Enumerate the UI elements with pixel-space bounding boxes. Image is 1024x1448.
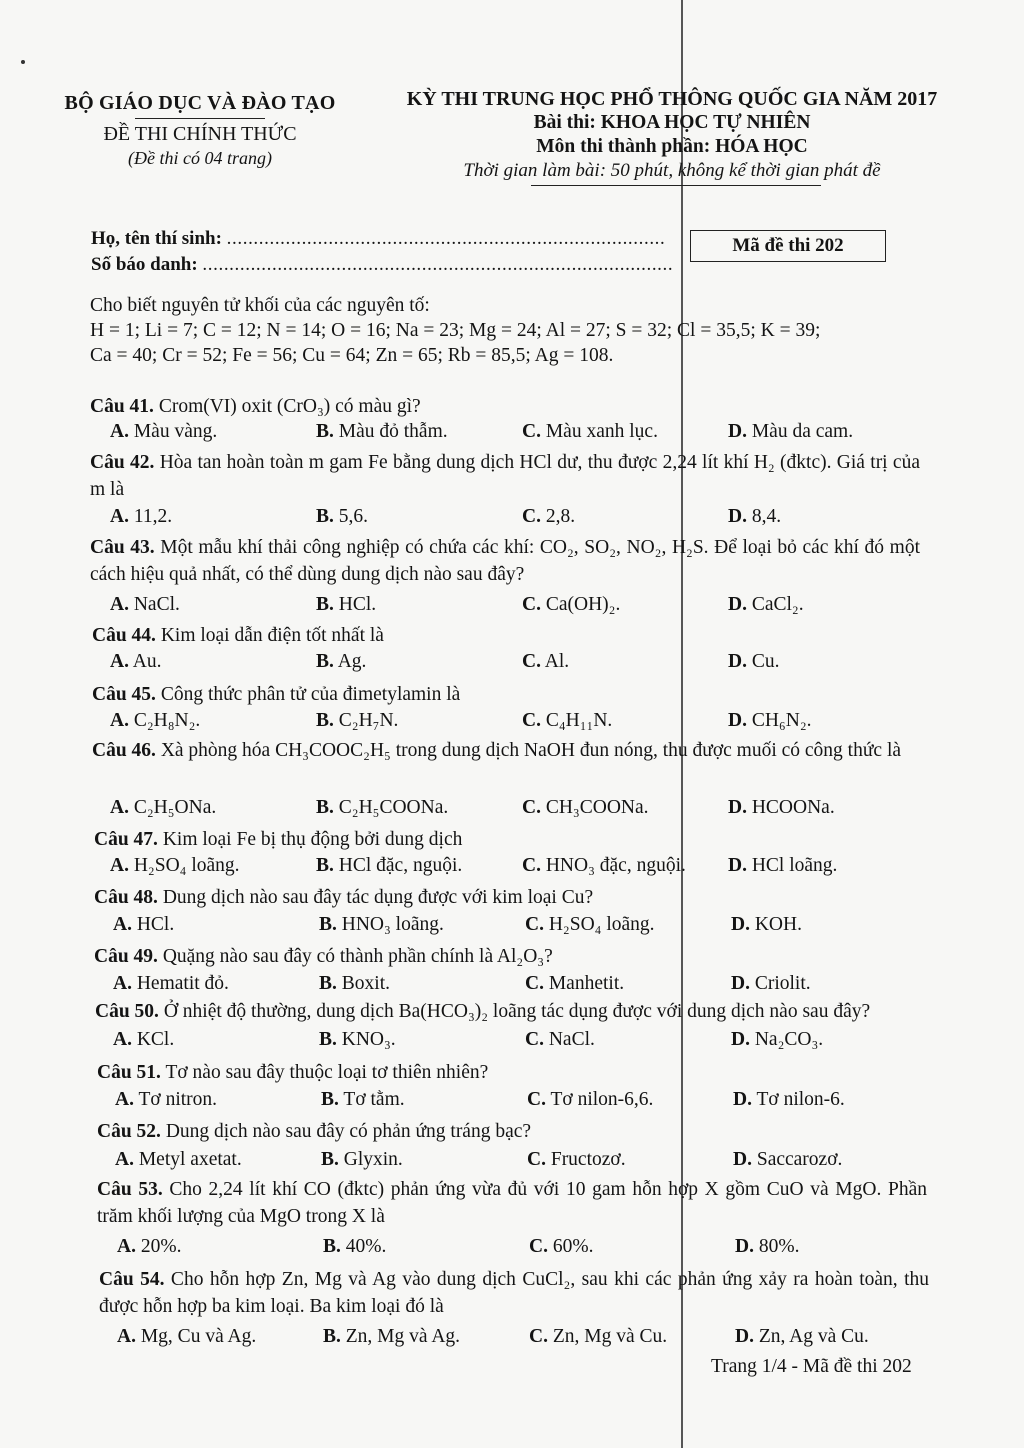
answer-option-d: D. HCOONa. <box>728 797 835 818</box>
answer-option-d: D. 8,4. <box>728 506 782 527</box>
question-number: Câu 45. <box>92 684 156 705</box>
answer-option-d: D. Na₂CO₃. <box>731 1029 824 1050</box>
answer-option-b: B. C₂H₅COONa. <box>316 797 449 818</box>
question-text <box>97 1059 957 1086</box>
answer-option-b: B. KNO₃. <box>319 1029 396 1050</box>
answer-option-c: C. NaCl. <box>525 1029 595 1050</box>
question-number: Câu 48. <box>94 887 158 908</box>
answer-option-b: B. C₂H₇N. <box>316 710 399 731</box>
answer-option-c: C. Màu xanh lục. <box>522 421 658 442</box>
question-text <box>92 681 952 708</box>
question-stem: Dung dịch nào sau đây tác dụng được với kim loại Cu? <box>157 887 594 908</box>
question-stem: Crom(VI) oxit (CrO₃) có màu gì? <box>153 396 421 417</box>
question-stem: Ở nhiệt độ thường, dung dịch Ba(HCO₃)₂ loãng tác dụng được với dung dịch nào sau đây? <box>158 1001 871 1022</box>
question-number: Câu 41. <box>90 396 154 417</box>
answer-option-d: D. Tơ nilon-6. <box>733 1089 845 1110</box>
answer-option-b: B. HCl đặc, nguội. <box>316 855 463 876</box>
page-count-note: (Đề thi có 04 trang) <box>128 148 272 168</box>
question-number: Câu 47. <box>94 829 158 850</box>
answer-option-b: B. HCl. <box>316 594 377 615</box>
answer-option-c: C. Zn, Mg và Cu. <box>529 1326 668 1347</box>
exam-code: Mã đề thi 202 <box>732 235 844 256</box>
question-number: Câu 49. <box>94 946 158 967</box>
header-underline <box>531 185 821 186</box>
exam-component: Môn thi thành phần: HÓA HỌC <box>536 136 808 157</box>
question-text <box>94 826 954 853</box>
answer-option-c: C. Tơ nilon-6,6. <box>527 1089 654 1110</box>
answer-option-b: B. 40%. <box>323 1236 387 1257</box>
question-stem: Cho hỗn hợp Zn, Mg và Ag vào dung dịch CuCl₂, sau khi các phản ứng xảy ra hoàn toàn, thu được hỗn hợp ba kim loại. Ba kim loại đó là <box>99 1269 929 1317</box>
answer-option-d: D. Màu da cam. <box>728 421 854 442</box>
question-stem: Kim loại dẫn điện tốt nhất là <box>155 625 384 646</box>
answer-option-a: A. Au. <box>110 651 162 672</box>
question-number: Câu 44. <box>92 625 156 646</box>
atomic-masses <box>90 293 820 368</box>
answer-option-a: A. C₂H₅ONa. <box>110 797 217 818</box>
question-text <box>92 737 922 764</box>
answer-option-d: D. KOH. <box>731 914 802 935</box>
candidate-name-label: Họ, tên thí sinh: <box>91 228 222 249</box>
exam-code-box <box>690 230 886 262</box>
candidate-name-field: .................................................................................. <box>226 228 666 249</box>
answer-option-c: C. CH₃COONa. <box>522 797 649 818</box>
question-number: Câu 54. <box>99 1269 165 1290</box>
answer-option-c: C. 60%. <box>529 1236 594 1257</box>
question-stem: Xà phòng hóa CH₃COOC₂H₅ trong dung dịch NaOH đun nóng, thu được muối có công thức là <box>155 740 902 761</box>
answer-option-b: B. Tơ tằm. <box>321 1089 405 1110</box>
question-text <box>99 1266 929 1320</box>
answer-option-d: D. 80%. <box>735 1236 800 1257</box>
candidate-id-field: ........................................................................................ <box>202 254 674 275</box>
question-text <box>95 998 955 1025</box>
answer-option-b: B. Zn, Mg và Ag. <box>323 1326 461 1347</box>
answer-option-d: D. Saccarozơ. <box>733 1149 843 1170</box>
question-text <box>90 393 950 420</box>
answer-option-b: B. Boxit. <box>319 973 390 994</box>
question-text <box>92 622 952 649</box>
answer-option-a: A. Màu vàng. <box>110 421 218 442</box>
answer-option-a: A. C₂H₈N₂. <box>110 710 201 731</box>
answer-option-a: A. Tơ nitron. <box>115 1089 218 1110</box>
answer-option-c: C. Manhetit. <box>525 973 625 994</box>
question-stem: Cho 2,24 lít khí CO (đktc) phản ứng vừa đủ với 10 gam hỗn hợp X gồm CuO và MgO. Phần trăm khối lượng của MgO trong X là <box>97 1179 927 1227</box>
question-number: Câu 52. <box>97 1121 161 1142</box>
scan-speck <box>21 60 25 64</box>
question-number: Câu 43. <box>90 537 155 558</box>
header-left <box>50 92 350 169</box>
question-text <box>90 449 920 503</box>
question-stem: Dung dịch nào sau đây có phản ứng tráng bạc? <box>160 1121 532 1142</box>
answer-option-c: C. 2,8. <box>522 506 576 527</box>
answer-option-a: A. Hematit đỏ. <box>113 973 229 994</box>
question-text <box>97 1118 957 1145</box>
question-number: Câu 42. <box>90 452 155 473</box>
answer-option-a: A. 20%. <box>117 1236 182 1257</box>
answer-option-a: A. Metyl axetat. <box>115 1149 242 1170</box>
answer-option-d: D. Cu. <box>728 651 780 672</box>
atomic-line-1: H = 1; Li = 7; C = 12; N = 14; O = 16; Na = 23; Mg = 24; Al = 27; S = 32; Cl = 35,5; K = 39; <box>90 320 821 341</box>
exam-subject: Bài thi: KHOA HỌC TỰ NHIÊN <box>533 112 811 133</box>
answer-option-a: A. Mg, Cu và Ag. <box>117 1326 257 1347</box>
ministry-name: BỘ GIÁO DỤC VÀ ĐÀO TẠO <box>64 92 336 114</box>
answer-option-d: D. CaCl₂. <box>728 594 804 615</box>
answer-option-c: C. H₂SO₄ loãng. <box>525 914 655 935</box>
answer-option-d: D. HCl loãng. <box>728 855 838 876</box>
answer-option-a: A. 11,2. <box>110 506 173 527</box>
answer-option-a: A. KCl. <box>113 1029 175 1050</box>
official-exam-label: ĐỀ THI CHÍNH THỨC <box>103 123 297 145</box>
header-divider <box>135 118 265 119</box>
answer-option-a: A. H₂SO₄ loãng. <box>110 855 240 876</box>
question-number: Câu 51. <box>97 1062 161 1083</box>
question-stem: Kim loại Fe bị thụ động bởi dung dịch <box>157 829 463 850</box>
question-stem: Tơ nào sau đây thuộc loại tơ thiên nhiên? <box>160 1062 489 1083</box>
answer-option-a: A. NaCl. <box>110 594 180 615</box>
answer-option-b: B. HNO₃ loãng. <box>319 914 444 935</box>
question-stem: Công thức phân tử của đimetylamin là <box>155 684 461 705</box>
exam-title: KỲ THI TRUNG HỌC PHỔ THÔNG QUỐC GIA NĂM 2017 <box>406 88 938 110</box>
answer-option-d: D. Criolit. <box>731 973 811 994</box>
question-text <box>94 943 954 970</box>
atomic-intro: Cho biết nguyên tử khối của các nguyên tố: <box>90 295 430 316</box>
candidate-info <box>91 226 673 278</box>
question-number: Câu 53. <box>97 1179 163 1200</box>
page-fold-line <box>681 0 683 1448</box>
question-stem: Hòa tan hoàn toàn m gam Fe bằng dung dịch HCl dư, thu được 2,24 lít khí H₂ (đktc). Giá trị của m là <box>90 452 920 500</box>
answer-option-c: C. Al. <box>522 651 570 672</box>
answer-option-b: B. Ag. <box>316 651 367 672</box>
answer-option-a: A. HCl. <box>113 914 175 935</box>
answer-option-c: C. C₄H₁₁N. <box>522 710 613 731</box>
atomic-line-2: Ca = 40; Cr = 52; Fe = 56; Cu = 64; Zn = 65; Rb = 85,5; Ag = 108. <box>90 345 614 366</box>
question-text <box>94 884 954 911</box>
question-text <box>97 1176 927 1230</box>
answer-option-b: B. Glyxin. <box>321 1149 403 1170</box>
question-text <box>90 534 920 588</box>
question-number: Câu 50. <box>95 1001 159 1022</box>
question-stem: Quặng nào sau đây có thành phần chính là Al₂O₃? <box>157 946 553 967</box>
answer-option-c: C. HNO₃ đặc, nguội. <box>522 855 686 876</box>
page-footer: Trang 1/4 - Mã đề thi 202 <box>711 1356 912 1377</box>
candidate-id-label: Số báo danh: <box>91 254 198 275</box>
header-right <box>394 88 950 186</box>
exam-time: Thời gian làm bài: 50 phút, không kể thời gian phát đề <box>463 160 881 181</box>
answer-option-d: D. Zn, Ag và Cu. <box>735 1326 869 1347</box>
question-number: Câu 46. <box>92 740 156 761</box>
answer-option-b: B. Màu đỏ thẫm. <box>316 421 448 442</box>
answer-option-d: D. CH₆N₂. <box>728 710 812 731</box>
answer-option-c: C. Ca(OH)₂. <box>522 594 621 615</box>
question-stem: Một mẫu khí thải công nghiệp có chứa các khí: CO₂, SO₂, NO₂, H₂S. Để loại bỏ các khí đó một cách hiệu quả nhất, có thể dùng dung dịch nào sau đây? <box>90 537 921 585</box>
answer-option-c: C. Fructozơ. <box>527 1149 626 1170</box>
answer-option-b: B. 5,6. <box>316 506 369 527</box>
